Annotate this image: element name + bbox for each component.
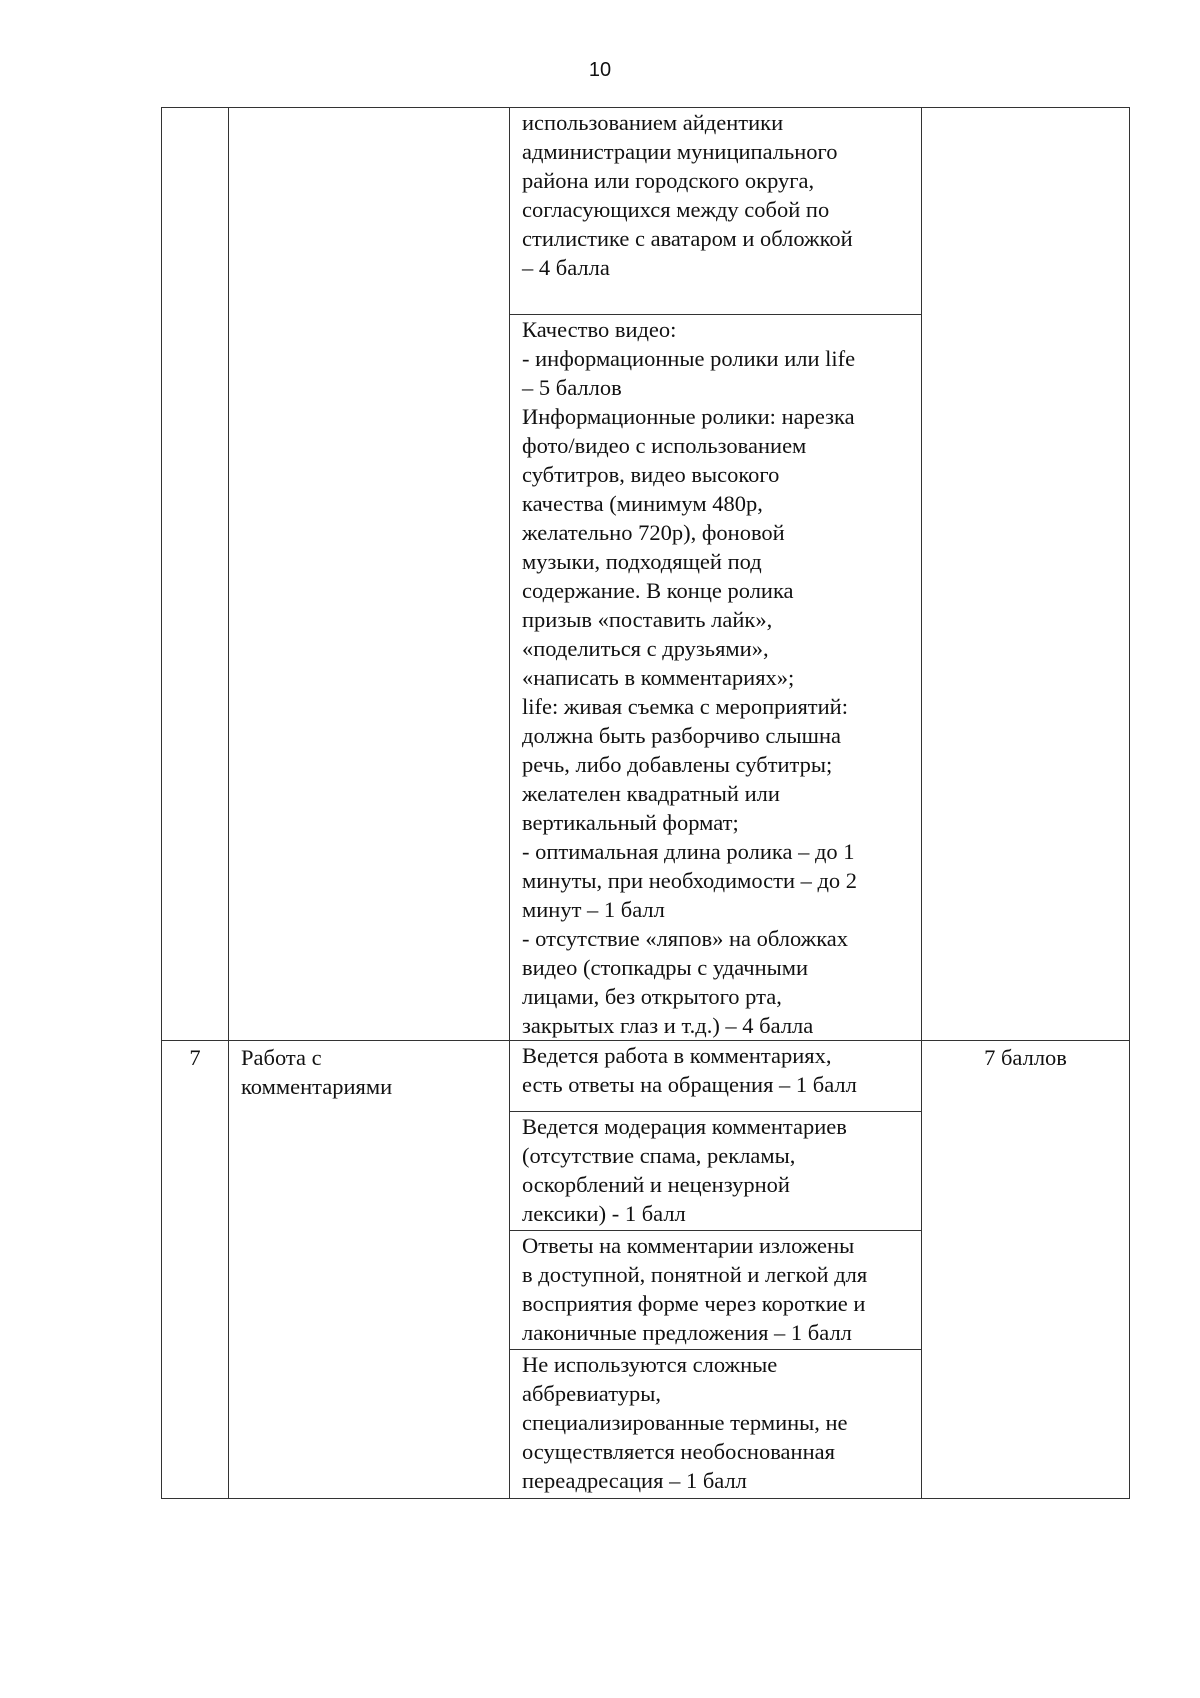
criterion-detail-cell: Ответы на комментарии изложены в доступной, понятной и легкой для восприятия форме через короткие и лаконичные предложения – 1 балл	[510, 1231, 922, 1350]
criteria-table	[161, 107, 1130, 1499]
page-number: 10	[588, 59, 612, 81]
criterion-detail-cell: Не используются сложные аббревиатуры, специализированные термины, не осуществляется необоснованная переадресация – 1 балл	[510, 1350, 922, 1499]
row-number-cell: 7	[162, 1041, 229, 1499]
criterion-detail-cell: Ведется модерация комментариев (отсутствие спама, рекламы, оскорблений и нецензурной лексики) - 1 балл	[510, 1112, 922, 1231]
criterion-detail-cell: Ведется работа в комментариях, есть ответы на обращения – 1 балл	[510, 1041, 922, 1112]
max-score-cell	[922, 108, 1130, 1041]
table-row	[162, 108, 1130, 315]
criterion-detail-cell: использованием айдентики администрации муниципального района или городского округа, согласующихся между собой по стилистике с аватаром и обложкой – 4 балла	[510, 108, 922, 315]
criterion-detail-cell: Качество видео: - информационные ролики или life – 5 баллов Информационные ролики: нарезка фото/видео с использованием субтитров, видео высокого качества (минимум 480р, желательно 720р), фоновой музыки, подходящей под содержание. В конце ролика призыв «поставить лайк», «поделиться с друзьями», «написать в комментариях»; life: живая съемка с мероприятий: должна быть разборчиво слышна речь, либо добавлены субтитры; желателен квадратный или вертикальный формат; - оптимальная длина ролика – до 1 минуты, при необходимости – до 2 минут – 1 балл - отсутствие «ляпов» на обложках видео (стопкадры с удачными лицами, без открытого рта, закрытых глаз и т.д.) – 4 балла	[510, 315, 922, 1041]
criterion-name-cell	[229, 108, 510, 1041]
max-score-cell: 7 баллов	[922, 1041, 1130, 1499]
row-number-cell	[162, 108, 229, 1041]
criterion-name-cell: Работа с комментариями	[229, 1041, 510, 1499]
table-row	[162, 1041, 1130, 1112]
